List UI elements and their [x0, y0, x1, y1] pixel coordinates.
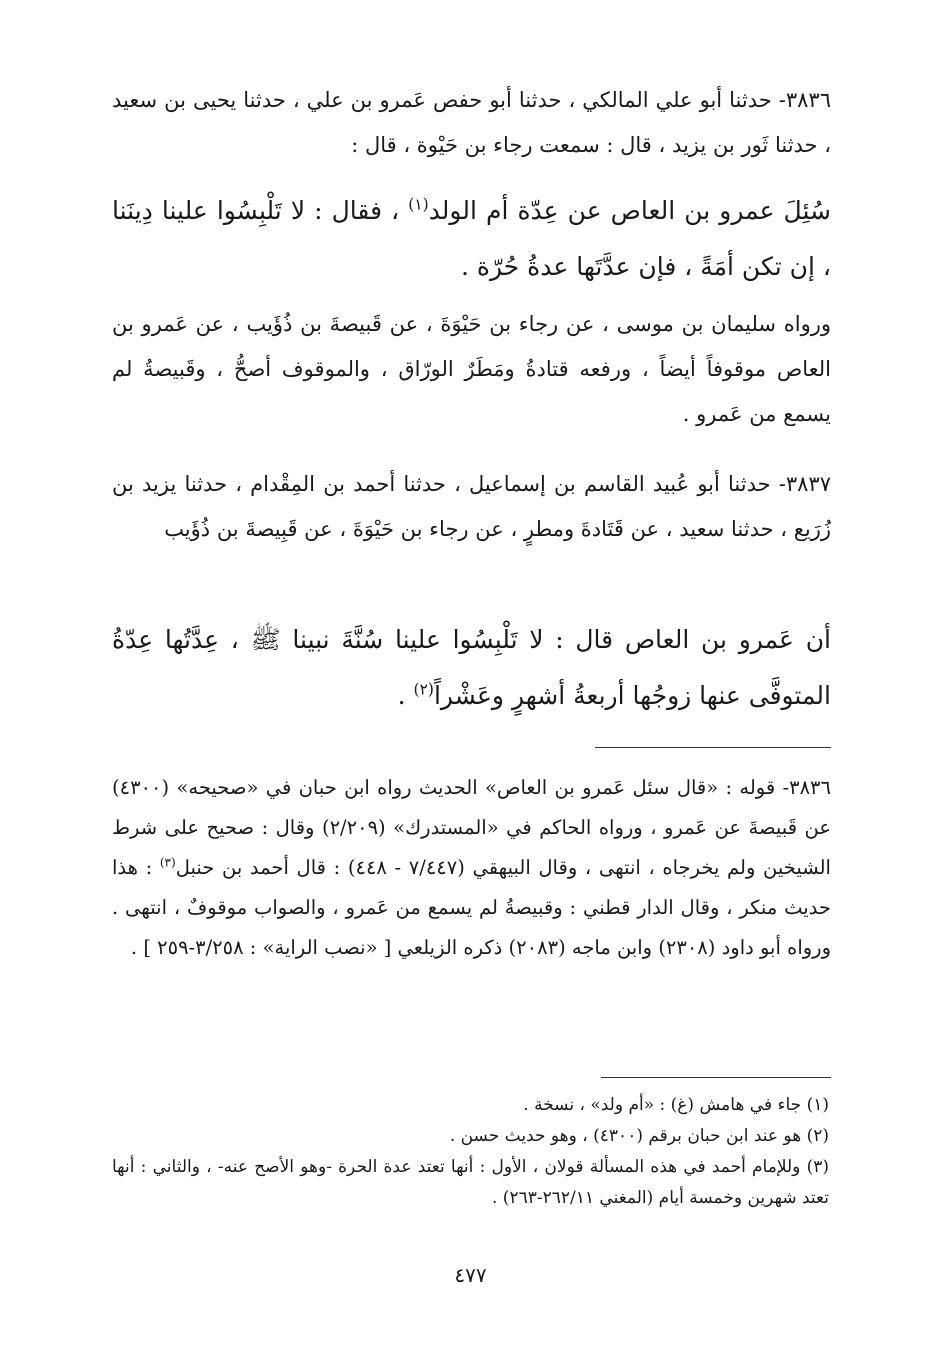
footnote-2: (٢) هو عند ابن حبان برقم (٤٣٠٠) ، وهو حديث حسن . — [449, 1126, 829, 1146]
hadith-3836-matn-start: سُئِلَ عمرو بن العاص عن عِدّة أم الولد — [428, 196, 831, 225]
hadith-3837-matn-text — [112, 612, 831, 724]
hadith-3836-matn-end: ، فقال : لا تَلْبِسُوا علينا دِينَنا ، إن تكن أمَةً ، فإن عدَّتَها عدةُ حُرّة . — [112, 196, 831, 281]
footnote-ref-3[interactable]: (٣) — [159, 855, 176, 870]
footnotes — [112, 1090, 829, 1214]
footnotes-divider — [601, 1077, 831, 1078]
commentary-part-1: ٣٨٣٦- قوله : «قال سئل عَمرو بن العاص» الحديث رواه ابن حبان في «صحيحه» (٤٣٠٠) عن قَبيصةَ عن عَمرو ، ورواه الحاكم في «المستدرك» (٢/٢٠٩) وقال : صحيح على شرط الشيخين ولم يخرجاه ، انتهى ، وقال البيهقي (٧/٤٤٧ - ٤٤٨) : قال أحمد بن حنبل — [112, 776, 831, 879]
hadith-3836 — [112, 78, 831, 168]
hadith-3836-isnad: ٣٨٣٦- حدثنا أبو علي المالكي ، حدثنا أبو حفص عَمرو بن علي ، حدثنا يحيى بن سعيد ، حدثنا ثَور بن يزيد ، قال : سمعت رجاء بن حَيْوة ، قال : — [112, 88, 831, 157]
hadith-3837-isnad: ٣٨٣٧- حدثنا أبو عُبيد القاسم بن إسماعيل ، حدثنا أحمد بن المِقْدام ، حدثنا يزيد بن زُرَيع ، حدثنا سعيد ، عن قَتَادةَ ومطرٍ ، عن رجاء بن حَيْوَةَ ، عن قَبِيصةَ بن ذُؤَيب — [112, 472, 831, 541]
footnote-ref-2[interactable]: (٢) — [413, 680, 434, 699]
footnote-1: (١) جاء في هامش (غ) : «أم ولد» ، نسخة . — [523, 1095, 829, 1115]
commentary — [112, 768, 831, 968]
commentary-part-2: : هذا حديث منكر ، وقال الدار قطني : وقبيصةُ لم يسمع من عَمرو ، والصواب موقوفٌ ، انتهى . ورواه أبو داود (٢٣٠٨) وابن ماجه (٢٠٨٣) ذكره الزيلعي [ «نصب الراية» : ٣/٢٥٨-٢٥٩ ] . — [112, 856, 831, 959]
hadith-3837-matn — [112, 612, 831, 724]
footnote-ref-1[interactable]: (١) — [408, 195, 429, 214]
hadith-3837-matn-end: . — [397, 681, 414, 710]
commentary-text — [112, 768, 831, 968]
hadith-3836-matn-text — [112, 183, 831, 295]
hadith-3836-riwaya — [112, 302, 831, 437]
hadith-3836-riwaya-text: ورواه سليمان بن موسى ، عن رجاء بن حَيْوَةَ ، عن قَبيصةَ بن ذُؤَيب ، عن عَمرو بن العاص موقوفاً أيضاً ، ورفعه قتادةُ ومَطَرٌ الورّاق ، والموقوف أصحُّ ، وقَبيصةُ لم يسمع من عَمرو . — [112, 312, 831, 426]
hadith-3836-matn — [112, 183, 831, 295]
footnote-3: (٣) وللإمام أحمد في هذه المسألة قولان ، الأول : أنها تعتد عدة الحرة -وهو الأصح عنه- ، والثاني : أنها تعتد شهرين وخمسة أيام (المغني ٢٦٢/١١-٢٦٣) . — [112, 1157, 829, 1208]
page-number: ٤٧٧ — [454, 1263, 487, 1287]
commentary-divider — [595, 747, 831, 748]
hadith-3837 — [112, 462, 831, 552]
hadith-3837-matn-start: أن عَمرو بن العاص قال : لا تَلْبِسُوا علينا سُنَّةَ نبينا ﷺ ، عِدَّتُها عِدّةُ المتوفَّى عنها زوجُها أربعةُ أشهرٍ وعَشْراً — [112, 625, 831, 710]
